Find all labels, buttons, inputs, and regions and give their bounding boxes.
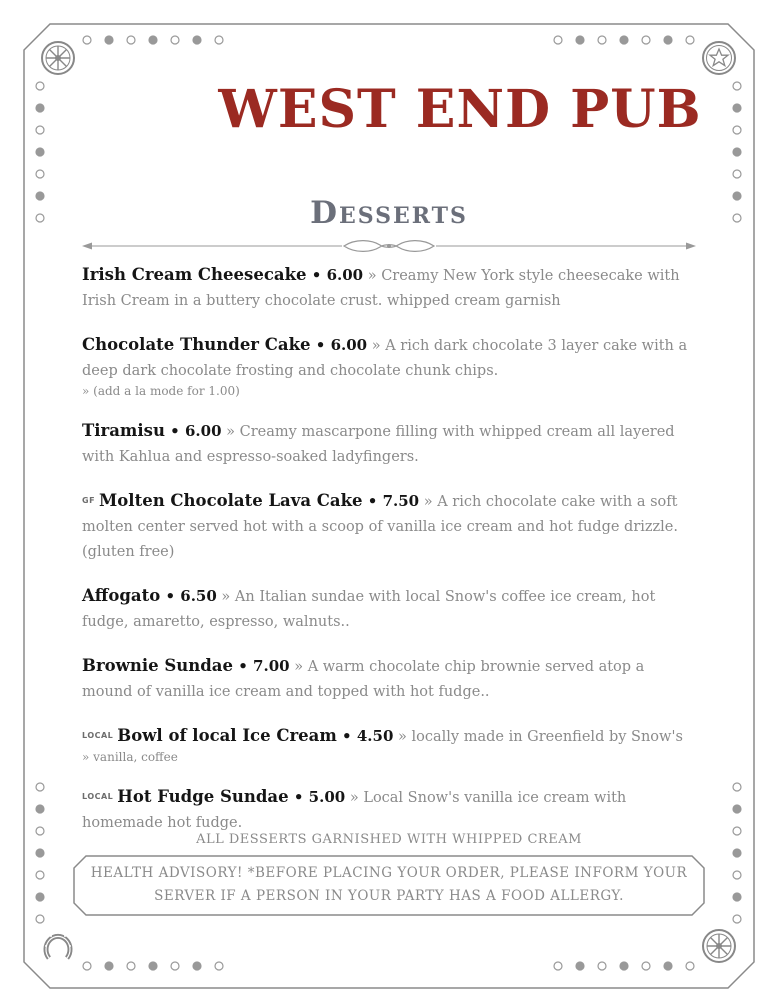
frame-dot [598,962,606,970]
health-advisory [82,862,696,908]
frame-dot [105,36,113,44]
frame-dot [36,148,44,156]
local-tag: LOCAL [82,792,114,801]
menu-item-line: $^{LOCAL}$ Hot Fudge Sundae • 5.00 » Local Snow's vanilla ice cream with homemade hot fudge. [82,787,627,831]
menu-item-name: Chocolate Thunder Cake [82,335,311,354]
frame-dot [127,962,135,970]
health-advisory-line: SERVER IF A PERSON IN YOUR PARTY HAS A FOOD ALLERGY. [154,888,624,904]
frame-dot [686,962,694,970]
frame-dot [36,871,44,879]
frame-dot [36,893,44,901]
frame-dot [193,36,201,44]
frame-dot [83,36,91,44]
frame-dot [83,962,91,970]
frame-dot [36,126,44,134]
menu-item [82,653,692,705]
gluten-free-tag: GF [82,496,96,505]
restaurant-name: WEST END PUB [218,79,702,140]
menu-item-line: Chocolate Thunder Cake • 6.00 » A rich dark chocolate 3 layer cake with a deep dark chocolate frosting and chocolate chunk chips. [82,335,688,379]
dessert-list [82,262,692,836]
frame-dot [733,805,741,813]
menu-item-line: $^{LOCAL}$ Bowl of local Ice Cream • 4.50 » locally made in Greenfield by Snow's [82,726,683,745]
frame-dot [733,82,741,90]
frame-dot [620,36,628,44]
frame-dot [733,783,741,791]
frame-dot [105,962,113,970]
menu-item-price: 6.00 [185,422,222,440]
frame-dot [576,962,584,970]
frame-dot [733,170,741,178]
menu-item-line: Irish Cream Cheesecake • 6.00 » Creamy New York style cheesecake with Irish Cream in a buttery chocolate crust. whipped cream garnish [82,265,680,309]
menu-item-name: Irish Cream Cheesecake [82,265,307,284]
ornamental-divider [82,241,696,252]
frame-dot [36,805,44,813]
menu-item-name: Brownie Sundae [82,656,233,675]
menu-item-name: Affogato [82,586,161,605]
frame-dot [36,170,44,178]
frame-dot [171,36,179,44]
frame-dot [733,893,741,901]
menu-item [82,784,692,836]
menu-item-price: 5.00 [308,788,346,806]
frame-dot [149,36,157,44]
frame-dot [36,783,44,791]
frame-dot [733,126,741,134]
local-tag: LOCAL [82,731,114,740]
frame-dot [733,915,741,923]
frame-dot [733,849,741,857]
frame-dot [733,148,741,156]
frame-dot [171,962,179,970]
frame-dot [193,962,201,970]
menu-item-price: 6.00 [330,336,368,354]
frame-dot [554,962,562,970]
frame-dot [576,36,584,44]
menu-item [82,488,692,565]
star-badge-icon [703,42,735,74]
wagon-wheel-icon [703,930,735,962]
frame-dot [36,82,44,90]
menu-item-description: Creamy New York style cheesecake with Irish Cream in a buttery chocolate crust. whipped cream garnish [82,268,680,309]
menu-item-description: Creamy mascarpone filling with whipped cream all layered with Kahlua and espresso-soaked ladyfingers. [82,424,675,465]
menu-item-note: » vanilla, coffee [82,750,178,764]
menu-item-description: Local Snow's vanilla ice cream with homemade hot fudge. [82,790,627,831]
frame-dot [127,36,135,44]
menu-item-name: Bowl of local Ice Cream [117,726,337,745]
frame-dot [36,915,44,923]
menu-item-description: A rich chocolate cake with a soft molten center served hot with a scoop of vanilla ice cream and hot fudge drizzle. (gluten free) [82,494,679,560]
garnish-note: ALL DESSERTS GARNISHED WITH WHIPPED CREAM [196,832,582,847]
menu-item-price: 7.50 [382,492,420,510]
menu-item-description: An Italian sundae with local Snow's coffee ice cream, hot fudge, amaretto, espresso, walnuts.. [82,589,656,630]
menu-item-name: Hot Fudge Sundae [117,787,289,806]
menu-item-line: Tiramisu • 6.00 » Creamy mascarpone filling with whipped cream all layered with Kahlua and espresso-soaked ladyfingers. [82,421,675,465]
frame-dot [733,104,741,112]
menu-item-name: Tiramisu [82,421,165,440]
menu-item [82,723,692,766]
frame-dot [642,962,650,970]
section-title: Desserts [310,195,468,231]
menu-item-line: Affogato • 6.50 » An Italian sundae with local Snow's coffee ice cream, hot fudge, amaretto, espresso, walnuts.. [82,586,656,630]
menu-item-note: » (add a la mode for 1.00) [82,384,240,398]
frame-dot [664,36,672,44]
menu-item-description: A rich dark chocolate 3 layer cake with a deep dark chocolate frosting and chocolate chunk chips. [82,338,688,379]
frame-dot [620,962,628,970]
frame-dot [36,104,44,112]
menu-item-line: $^{GF}$ Molten Chocolate Lava Cake • 7.50 » A rich chocolate cake with a soft molten center served hot with a scoop of vanilla ice cream and hot fudge drizzle. (gluten free) [82,491,679,560]
menu-item-price: 4.50 [356,727,394,745]
frame-dot [664,962,672,970]
frame-dot [554,36,562,44]
frame-dot [642,36,650,44]
menu-item-description: locally made in Greenfield by Snow's [411,729,683,745]
menu-item [82,583,692,635]
wagon-wheel-icon [42,42,74,74]
health-advisory-line: HEALTH ADVISORY! *BEFORE PLACING YOUR ORDER, PLEASE INFORM YOUR [90,865,688,881]
menu-item-line: Brownie Sundae • 7.00 » A warm chocolate chip brownie served atop a mound of vanilla ice cream and topped with hot fudge.. [82,656,645,700]
frame-dot [598,36,606,44]
menu-item-price: 6.50 [180,587,217,605]
frame-dot [149,962,157,970]
menu-item [82,418,692,470]
menu-item [82,262,692,314]
menu-item-price: 6.00 [326,266,364,284]
frame-dot [215,36,223,44]
frame-dot [36,849,44,857]
menu-item-price: 7.00 [253,657,290,675]
horseshoe-icon [45,935,71,958]
frame-dot [215,962,223,970]
frame-dot [733,871,741,879]
menu-item-name: Molten Chocolate Lava Cake [99,491,363,510]
frame-dot [686,36,694,44]
menu-item-description: A warm chocolate chip brownie served atop a mound of vanilla ice cream and topped with hot fudge.. [82,659,645,700]
menu-item [82,332,692,400]
